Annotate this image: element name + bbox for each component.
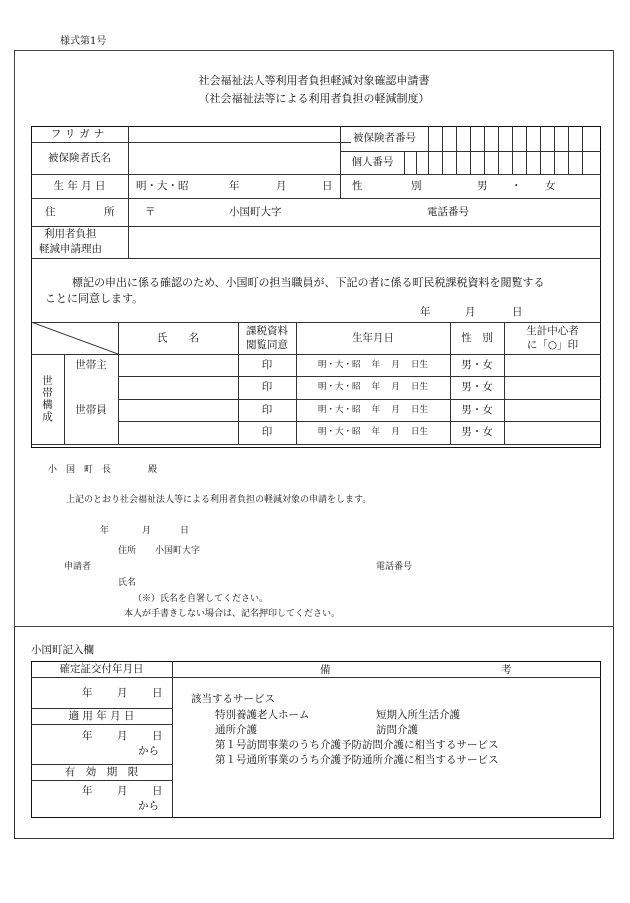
furigana-field[interactable] <box>129 127 340 142</box>
signature-note-2: 本人が手書きしない場合は、記名押印してください。 <box>124 609 341 619</box>
apply-month-unit: 月 <box>117 730 128 742</box>
main-earner-field[interactable] <box>505 355 601 376</box>
application-year-unit: 年 <box>100 526 110 536</box>
cert-date-label: 確定証交付年月日 <box>59 662 144 675</box>
birth-era-options[interactable]: 明・大・昭 <box>136 180 189 192</box>
reason-label-2: 軽減申請理由 <box>39 243 102 255</box>
consent-text-2: ことに同意します。 <box>45 292 144 305</box>
insured-number-label: 被保険者番号 <box>353 132 416 145</box>
town-address: 小国町大字 <box>229 206 282 218</box>
service-item: 通所介護 <box>215 724 257 736</box>
household-name-field[interactable] <box>119 422 238 444</box>
seal-mark: 印 <box>261 381 273 394</box>
personal-number-label: 個人番号 <box>351 156 394 169</box>
main-earner-field[interactable] <box>505 422 601 444</box>
cert-month-unit: 月 <box>117 687 128 699</box>
insured-name-field[interactable] <box>129 143 340 174</box>
applicant-label: 申請者 <box>64 562 92 572</box>
birth-day-unit: 日 <box>322 180 333 192</box>
main-earner-header-2: に「○」印 <box>526 339 579 352</box>
sex-header: 性 別 <box>461 331 493 344</box>
group-label-char-2: 帯 <box>42 387 53 400</box>
household-name-field[interactable] <box>119 355 238 376</box>
applicant-address-value: 小国町大字 <box>155 546 201 556</box>
sex-separator: ・ <box>511 180 522 192</box>
page-bottom-rule <box>14 838 614 839</box>
birth-month-unit: 月 <box>276 180 287 192</box>
furigana-label: フリガナ <box>50 127 109 140</box>
sex-entry[interactable]: 男・女 <box>461 426 493 439</box>
mayor-addressee: 小 国 町 長 <box>48 465 112 475</box>
sex-male-option[interactable]: 男 <box>477 180 488 192</box>
group-label-char-3: 構 <box>42 399 53 412</box>
tax-consent-header-2: 閲覧同意 <box>246 339 288 352</box>
apply-from: から <box>138 745 159 757</box>
address-label-1: 住 <box>45 206 56 218</box>
birthdate-header: 生年月日 <box>352 331 394 344</box>
main-earner-header-1: 生計中心者 <box>526 325 579 338</box>
birth-entry[interactable]: 明・大・昭 年 月 日生 <box>317 382 429 393</box>
sex-label-1: 性 <box>352 180 363 192</box>
household-member-label: 世帯員 <box>75 403 107 416</box>
postal-mark: 〒 <box>145 206 156 218</box>
form-title: 社会福祉法人等利用者負担軽減対象確認申請書 <box>198 73 430 87</box>
apply-period-label: 適 用 年 月 日 <box>68 709 135 722</box>
form-subtitle: （社会福祉法等による利用者負担の軽減制度） <box>198 91 430 105</box>
consent-year-unit: 年 <box>420 306 431 318</box>
reason-label-1: 利用者負担 <box>44 228 97 240</box>
seal-mark: 印 <box>261 358 273 371</box>
birthdate-label: 生 年 月 日 <box>53 179 106 192</box>
insured-name-label: 被保険者氏名 <box>48 151 111 164</box>
consent-day-unit: 日 <box>512 306 523 318</box>
consent-month-unit: 月 <box>465 306 476 318</box>
birth-year-unit: 年 <box>229 180 240 192</box>
applicant-phone-label: 電話番号 <box>376 562 413 572</box>
apply-year-unit: 年 <box>82 730 93 742</box>
group-label-char-4: 成 <box>42 411 53 424</box>
sex-entry[interactable]: 男・女 <box>461 403 493 416</box>
household-name-field[interactable] <box>119 400 238 421</box>
birth-entry[interactable]: 明・大・昭 年 月 日生 <box>317 359 429 370</box>
sex-female-option[interactable]: 女 <box>545 180 556 192</box>
services-title: 該当するサービス <box>191 693 275 705</box>
service-item: 第１号通所事業のうち介護予防通所介護に相当するサービス <box>215 754 499 766</box>
applicant-name-label: 氏名 <box>118 578 137 588</box>
birth-entry[interactable]: 明・大・昭 年 月 日生 <box>317 427 429 438</box>
town-section-title: 小国町記入欄 <box>31 644 94 656</box>
household-head-label: 世帯主 <box>75 358 107 371</box>
valid-day-unit: 日 <box>152 785 163 797</box>
applicant-address-label: 住所 <box>118 546 137 556</box>
signature-note-1: （※）氏名を自署してください。 <box>133 594 269 604</box>
birth-entry[interactable]: 明・大・昭 年 月 日生 <box>317 404 429 415</box>
sex-label-2: 別 <box>411 180 422 192</box>
application-statement: 上記のとおり社会福祉法人等による利用者負担の軽減対象の申請をします。 <box>66 495 372 505</box>
form-number: 様式第1号 <box>60 36 107 47</box>
application-month-unit: 月 <box>142 526 152 536</box>
valid-from: から <box>138 800 159 812</box>
household-name-header: 氏 名 <box>157 331 199 344</box>
sex-entry[interactable]: 男・女 <box>461 358 493 371</box>
seal-mark: 印 <box>261 403 273 416</box>
service-item: 第１号訪問事業のうち介護予防訪問介護に相当するサービス <box>215 739 499 751</box>
application-day-unit: 日 <box>180 526 190 536</box>
valid-period-label: 有 効 期 限 <box>64 765 139 778</box>
cert-day-unit: 日 <box>152 687 163 699</box>
personal-number-field[interactable] <box>405 152 601 174</box>
main-earner-field[interactable] <box>505 400 601 421</box>
cert-year-unit: 年 <box>82 687 93 699</box>
apply-day-unit: 日 <box>152 730 163 742</box>
group-label-char-1: 世 <box>42 375 53 388</box>
sex-entry[interactable]: 男・女 <box>461 381 493 394</box>
diagonal-corner-cell <box>31 322 118 354</box>
service-item: 短期入所生活介護 <box>376 709 460 721</box>
main-earner-field[interactable] <box>505 377 601 399</box>
valid-year-unit: 年 <box>82 785 93 797</box>
service-item: 訪問介護 <box>376 724 418 736</box>
household-name-field[interactable] <box>119 377 238 399</box>
address-field[interactable] <box>129 199 601 226</box>
phone-label: 電話番号 <box>427 206 469 218</box>
consent-text-1: 標記の申出に係る確認のため、小国町の担当職員が、下記の者に係る町民税課税資料を閲覧する <box>72 276 545 289</box>
seal-mark: 印 <box>261 426 273 439</box>
reason-field[interactable] <box>129 227 601 258</box>
valid-month-unit: 月 <box>117 785 128 797</box>
remarks-label-1: 備 <box>320 664 331 676</box>
address-label-2: 所 <box>104 206 115 218</box>
insured-number-field[interactable] <box>429 127 601 151</box>
mayor-honorific: 殿 <box>148 465 158 475</box>
service-item: 特別養護老人ホーム <box>215 709 310 721</box>
tax-consent-header-1: 課税資料 <box>246 325 288 338</box>
remarks-label-2: 考 <box>501 664 512 676</box>
